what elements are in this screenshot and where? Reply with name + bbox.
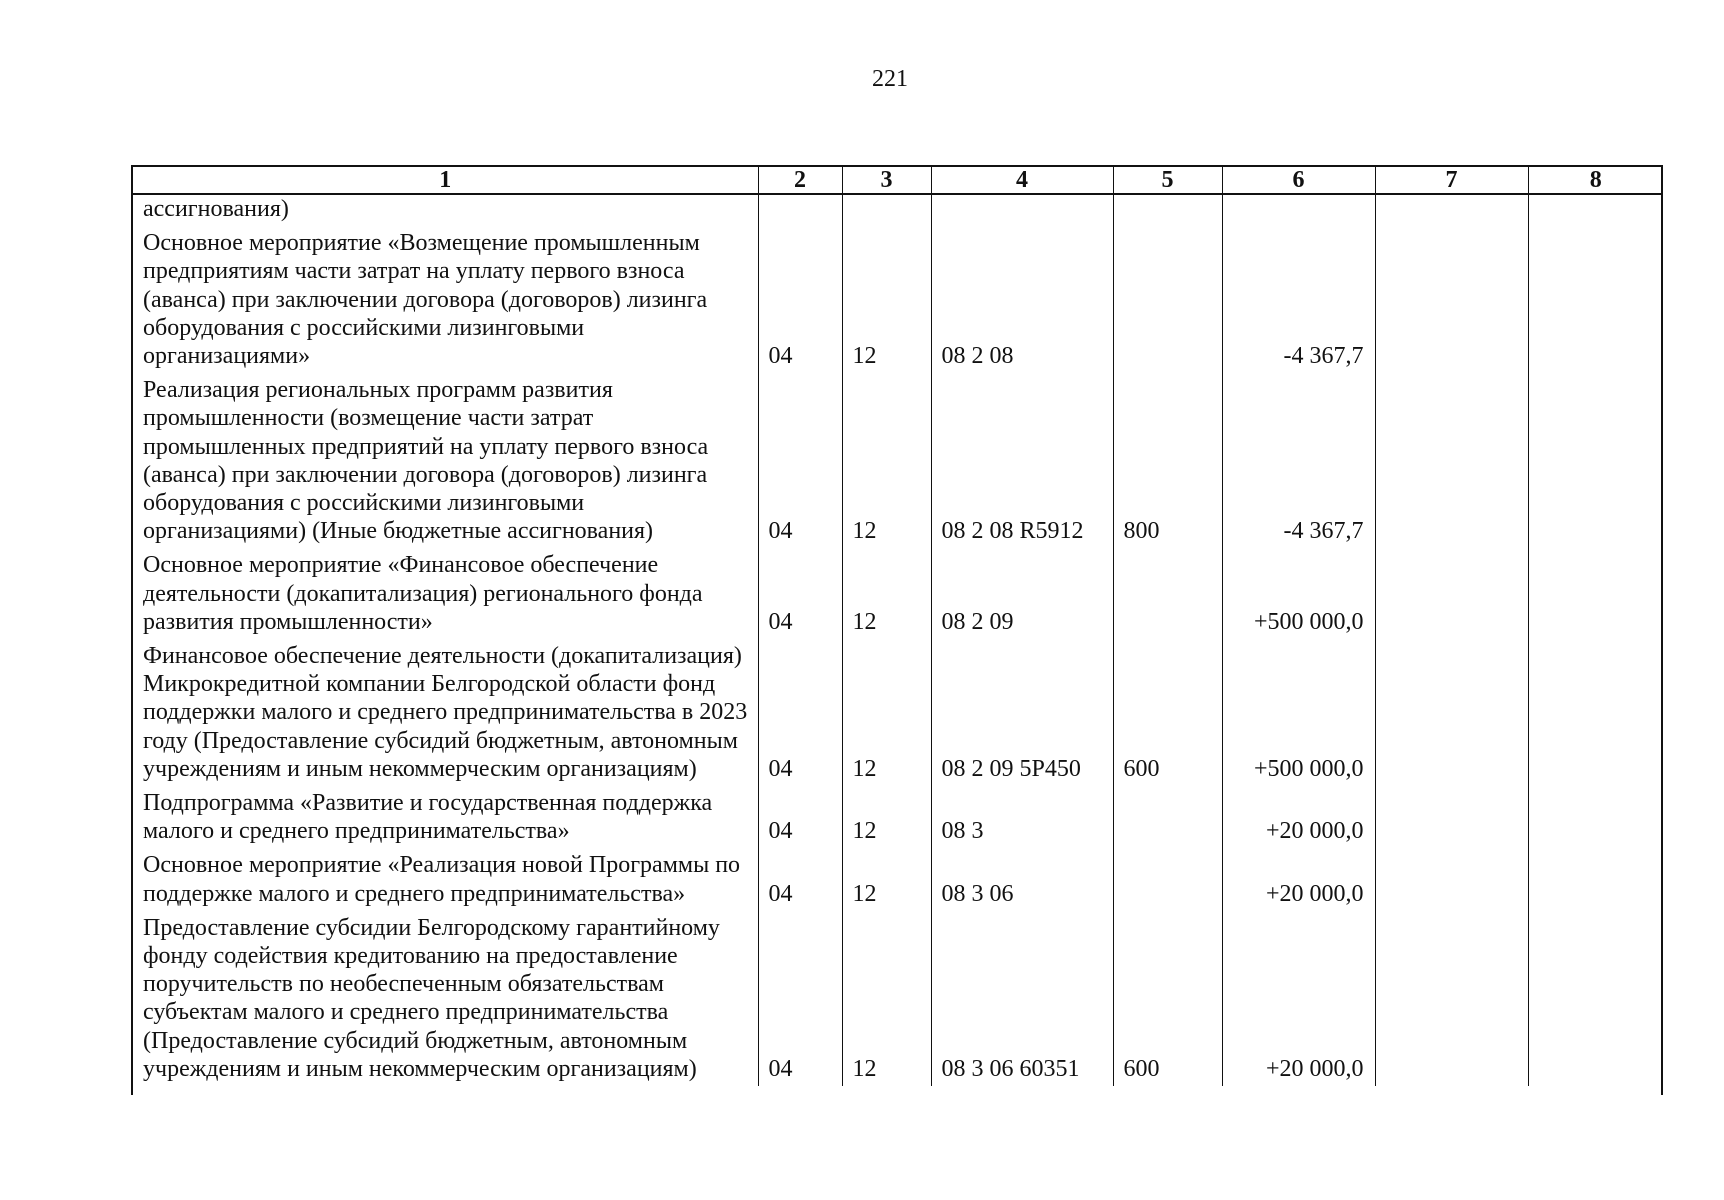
row-target-code — [931, 194, 1113, 226]
row-subsection: 12 — [842, 639, 931, 786]
row-col-7 — [1375, 226, 1528, 373]
row-col-8 — [1528, 373, 1663, 548]
row-expense-type — [1113, 226, 1222, 373]
row-section: 04 — [758, 786, 842, 848]
row-target-code: 08 2 09 5Р450 — [931, 639, 1113, 786]
row-amount — [1222, 194, 1375, 226]
row-col-7 — [1375, 786, 1528, 848]
row-expense-type — [1113, 548, 1222, 639]
row-description: Основное мероприятие «Финансовое обеспечение деятельности (докапитализация) регионального фонда развития промышленности» — [143, 552, 703, 635]
row-description: Предоставление субсидии Белгородскому гарантийному фонду содействия кредитованию на предоставление поручительств по необеспеченным обязательствам субъектам малого и среднего предпринимательства (Предоставление субсидий бюджетным, автономным учреждениям и иным некоммерческим организациям) — [143, 914, 720, 1082]
row-subsection: 12 — [842, 226, 931, 373]
row-col-7 — [1375, 639, 1528, 786]
row-description: Основное мероприятие «Реализация новой Программы по поддержке малого и среднего предпринимательства» — [143, 852, 741, 907]
header-col-8: 8 — [1528, 166, 1663, 194]
row-col-8 — [1528, 786, 1663, 848]
row-amount: +500 000,0 — [1222, 548, 1375, 639]
row-col-8 — [1528, 548, 1663, 639]
row-col-8 — [1528, 194, 1663, 226]
budget-table-container — [131, 165, 1663, 1095]
row-subsection: 12 — [842, 548, 931, 639]
table-row — [133, 226, 1663, 373]
table-row — [133, 548, 1663, 639]
row-section: 04 — [758, 226, 842, 373]
row-col-7 — [1375, 194, 1528, 226]
row-description: Финансовое обеспечение деятельности (докапитализация) Микрокредитной компании Белгородской области фонд поддержки малого и среднего предпринимательства в 2023 году (Предоставление субсидий бюджетным, автономным учреждениям и иным некоммерческим организациям) — [143, 643, 748, 782]
row-col-8 — [1528, 639, 1663, 786]
row-section — [758, 194, 842, 226]
row-col-7 — [1375, 548, 1528, 639]
row-subsection — [842, 194, 931, 226]
row-amount: +20 000,0 — [1222, 848, 1375, 910]
row-col-7 — [1375, 911, 1528, 1086]
header-col-1: 1 — [133, 166, 758, 194]
header-col-5: 5 — [1113, 166, 1222, 194]
row-subsection: 12 — [842, 911, 931, 1086]
row-expense-type — [1113, 194, 1222, 226]
page-number: 221 — [872, 66, 908, 92]
table-row — [133, 848, 1663, 910]
row-target-code: 08 3 06 60351 — [931, 911, 1113, 1086]
table-row — [133, 786, 1663, 848]
table-header-row — [133, 166, 1663, 194]
row-expense-type: 600 — [1113, 911, 1222, 1086]
row-amount: -4 367,7 — [1222, 373, 1375, 548]
row-target-code: 08 3 — [931, 786, 1113, 848]
row-section: 04 — [758, 639, 842, 786]
row-col-7 — [1375, 373, 1528, 548]
row-description: Подпрограмма «Развитие и государственная поддержка малого и среднего предпринимательства» — [143, 790, 713, 845]
row-target-code: 08 3 06 — [931, 848, 1113, 910]
row-section: 04 — [758, 848, 842, 910]
row-description: Основное мероприятие «Возмещение промышленным предприятиям части затрат на уплату первого взноса (аванса) при заключении договора (договоров) лизинга оборудования с российскими лизинговыми организациями» — [143, 230, 708, 370]
table-row — [133, 194, 1663, 226]
row-col-8 — [1528, 848, 1663, 910]
table-row — [133, 911, 1663, 1086]
row-expense-type: 600 — [1113, 639, 1222, 786]
row-target-code: 08 2 08 — [931, 226, 1113, 373]
table-row — [133, 373, 1663, 548]
table-row — [133, 639, 1663, 786]
row-col-7 — [1375, 848, 1528, 910]
row-expense-type — [1113, 848, 1222, 910]
row-subsection: 12 — [842, 786, 931, 848]
row-subsection: 12 — [842, 848, 931, 910]
row-target-code: 08 2 09 — [931, 548, 1113, 639]
row-description: ассигнования) — [143, 196, 289, 222]
header-col-6: 6 — [1222, 166, 1375, 194]
header-col-7: 7 — [1375, 166, 1528, 194]
header-col-4: 4 — [931, 166, 1113, 194]
row-amount: +20 000,0 — [1222, 911, 1375, 1086]
row-target-code: 08 2 08 R5912 — [931, 373, 1113, 548]
row-section: 04 — [758, 548, 842, 639]
row-section: 04 — [758, 373, 842, 548]
header-col-2: 2 — [758, 166, 842, 194]
row-amount: +500 000,0 — [1222, 639, 1375, 786]
row-col-8 — [1528, 226, 1663, 373]
budget-table — [133, 165, 1663, 1086]
row-expense-type: 800 — [1113, 373, 1222, 548]
row-section: 04 — [758, 911, 842, 1086]
header-col-3: 3 — [842, 166, 931, 194]
row-expense-type — [1113, 786, 1222, 848]
row-subsection: 12 — [842, 373, 931, 548]
row-description: Реализация региональных программ развития промышленности (возмещение части затрат промышленных предприятий на уплату первого взноса (аванса) при заключении договора (договоров) лизинга оборудования с российскими лизинговыми организациями) (Иные бюджетные ассигнования) — [143, 377, 709, 545]
row-col-8 — [1528, 911, 1663, 1086]
row-amount: +20 000,0 — [1222, 786, 1375, 848]
row-amount: -4 367,7 — [1222, 226, 1375, 373]
